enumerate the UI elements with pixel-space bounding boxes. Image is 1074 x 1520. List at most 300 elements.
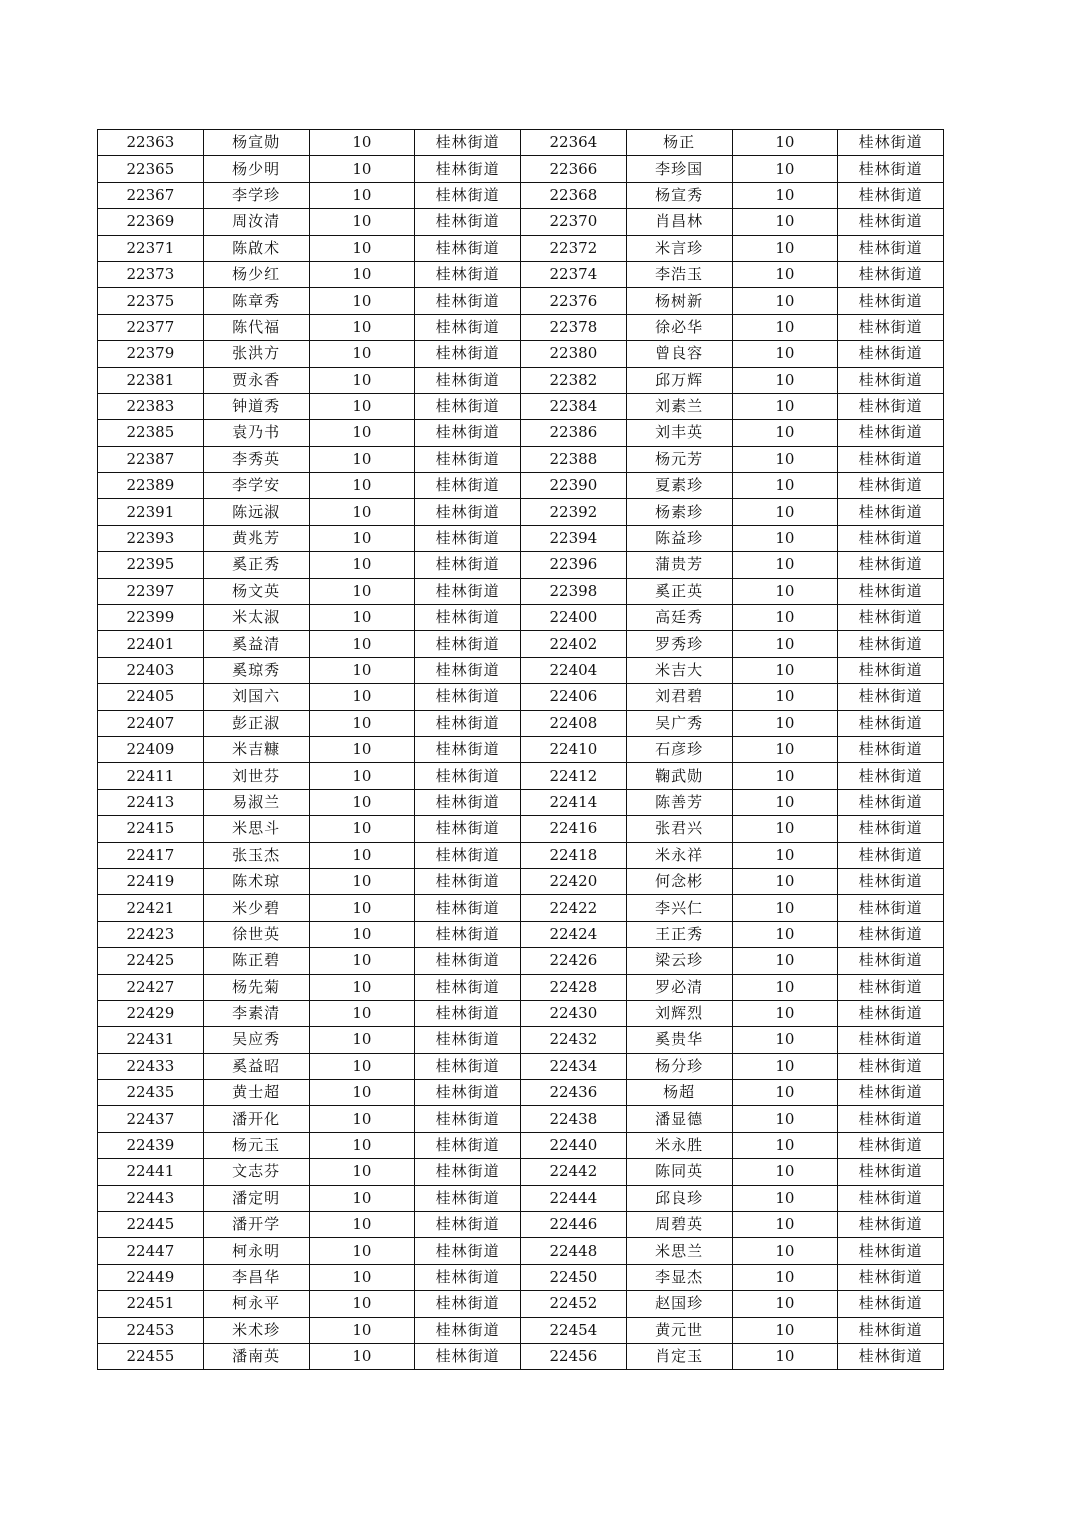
record-number-cell: 22423 xyxy=(98,921,204,947)
person-name-cell: 刘国六 xyxy=(203,684,309,710)
person-name-cell: 罗秀珍 xyxy=(626,631,732,657)
street-cell: 桂林街道 xyxy=(415,288,521,314)
table-row xyxy=(98,1106,944,1132)
record-number-cell: 22418 xyxy=(521,842,627,868)
record-number-cell: 22393 xyxy=(98,525,204,551)
amount-cell: 10 xyxy=(309,921,415,947)
record-number-cell: 22415 xyxy=(98,816,204,842)
person-name-cell: 杨文英 xyxy=(203,578,309,604)
amount-cell: 10 xyxy=(732,367,838,393)
record-number-cell: 22391 xyxy=(98,499,204,525)
street-cell: 桂林街道 xyxy=(415,446,521,472)
record-number-cell: 22371 xyxy=(98,235,204,261)
amount-cell: 10 xyxy=(309,578,415,604)
street-cell: 桂林街道 xyxy=(838,631,944,657)
street-cell: 桂林街道 xyxy=(838,525,944,551)
amount-cell: 10 xyxy=(309,631,415,657)
street-cell: 桂林街道 xyxy=(415,842,521,868)
person-name-cell: 柯永平 xyxy=(203,1291,309,1317)
street-cell: 桂林街道 xyxy=(415,868,521,894)
record-number-cell: 22377 xyxy=(98,314,204,340)
person-name-cell: 高廷秀 xyxy=(626,605,732,631)
amount-cell: 10 xyxy=(309,1000,415,1026)
amount-cell: 10 xyxy=(309,1317,415,1343)
person-name-cell: 陈章秀 xyxy=(203,288,309,314)
record-number-cell: 22444 xyxy=(521,1185,627,1211)
street-cell: 桂林街道 xyxy=(415,525,521,551)
amount-cell: 10 xyxy=(732,314,838,340)
person-name-cell: 杨少红 xyxy=(203,261,309,287)
record-number-cell: 22417 xyxy=(98,842,204,868)
amount-cell: 10 xyxy=(732,578,838,604)
record-number-cell: 22428 xyxy=(521,974,627,1000)
street-cell: 桂林街道 xyxy=(415,499,521,525)
person-name-cell: 李兴仁 xyxy=(626,895,732,921)
record-number-cell: 22437 xyxy=(98,1106,204,1132)
street-cell: 桂林街道 xyxy=(838,789,944,815)
person-name-cell: 徐世英 xyxy=(203,921,309,947)
person-name-cell: 米永胜 xyxy=(626,1132,732,1158)
person-name-cell: 肖昌林 xyxy=(626,209,732,235)
table-row xyxy=(98,525,944,551)
amount-cell: 10 xyxy=(309,341,415,367)
person-name-cell: 杨正 xyxy=(626,130,732,156)
street-cell: 桂林街道 xyxy=(415,393,521,419)
person-name-cell: 吴广秀 xyxy=(626,710,732,736)
table-row xyxy=(98,1027,944,1053)
person-name-cell: 罗必清 xyxy=(626,974,732,1000)
record-number-cell: 22369 xyxy=(98,209,204,235)
table-row xyxy=(98,341,944,367)
amount-cell: 10 xyxy=(309,288,415,314)
amount-cell: 10 xyxy=(309,974,415,1000)
person-name-cell: 陈远淑 xyxy=(203,499,309,525)
person-name-cell: 蒲贵芳 xyxy=(626,552,732,578)
person-name-cell: 彭正淑 xyxy=(203,710,309,736)
table-row xyxy=(98,1291,944,1317)
street-cell: 桂林街道 xyxy=(415,130,521,156)
record-number-cell: 22409 xyxy=(98,736,204,762)
street-cell: 桂林街道 xyxy=(415,1159,521,1185)
table-row xyxy=(98,1053,944,1079)
record-number-cell: 22378 xyxy=(521,314,627,340)
amount-cell: 10 xyxy=(732,921,838,947)
person-name-cell: 米术珍 xyxy=(203,1317,309,1343)
person-name-cell: 肖定玉 xyxy=(626,1343,732,1369)
amount-cell: 10 xyxy=(732,499,838,525)
amount-cell: 10 xyxy=(732,842,838,868)
street-cell: 桂林街道 xyxy=(415,473,521,499)
street-cell: 桂林街道 xyxy=(415,1343,521,1369)
table-row xyxy=(98,1264,944,1290)
street-cell: 桂林街道 xyxy=(415,1053,521,1079)
record-number-cell: 22442 xyxy=(521,1159,627,1185)
table-row xyxy=(98,631,944,657)
person-name-cell: 周碧英 xyxy=(626,1212,732,1238)
amount-cell: 10 xyxy=(309,1106,415,1132)
amount-cell: 10 xyxy=(732,130,838,156)
person-name-cell: 鞠武勋 xyxy=(626,763,732,789)
person-name-cell: 杨先菊 xyxy=(203,974,309,1000)
street-cell: 桂林街道 xyxy=(838,948,944,974)
record-number-cell: 22398 xyxy=(521,578,627,604)
amount-cell: 10 xyxy=(732,816,838,842)
record-number-cell: 22363 xyxy=(98,130,204,156)
record-number-cell: 22387 xyxy=(98,446,204,472)
amount-cell: 10 xyxy=(732,684,838,710)
table-row xyxy=(98,552,944,578)
amount-cell: 10 xyxy=(732,288,838,314)
amount-cell: 10 xyxy=(732,631,838,657)
record-number-cell: 22414 xyxy=(521,789,627,815)
record-number-cell: 22446 xyxy=(521,1212,627,1238)
person-name-cell: 黄兆芳 xyxy=(203,525,309,551)
amount-cell: 10 xyxy=(732,657,838,683)
record-number-cell: 22413 xyxy=(98,789,204,815)
amount-cell: 10 xyxy=(309,816,415,842)
street-cell: 桂林街道 xyxy=(838,868,944,894)
street-cell: 桂林街道 xyxy=(415,552,521,578)
table-row xyxy=(98,1132,944,1158)
record-number-cell: 22386 xyxy=(521,420,627,446)
table-row xyxy=(98,657,944,683)
amount-cell: 10 xyxy=(309,525,415,551)
street-cell: 桂林街道 xyxy=(415,1238,521,1264)
amount-cell: 10 xyxy=(309,261,415,287)
record-number-cell: 22402 xyxy=(521,631,627,657)
table-row xyxy=(98,473,944,499)
record-number-cell: 22399 xyxy=(98,605,204,631)
person-name-cell: 奚正英 xyxy=(626,578,732,604)
amount-cell: 10 xyxy=(309,948,415,974)
street-cell: 桂林街道 xyxy=(415,314,521,340)
amount-cell: 10 xyxy=(309,1291,415,1317)
person-name-cell: 米思兰 xyxy=(626,1238,732,1264)
person-name-cell: 刘世芬 xyxy=(203,763,309,789)
amount-cell: 10 xyxy=(309,156,415,182)
person-name-cell: 陈正碧 xyxy=(203,948,309,974)
street-cell: 桂林街道 xyxy=(838,921,944,947)
street-cell: 桂林街道 xyxy=(415,156,521,182)
amount-cell: 10 xyxy=(309,1264,415,1290)
record-number-cell: 22455 xyxy=(98,1343,204,1369)
street-cell: 桂林街道 xyxy=(838,288,944,314)
person-name-cell: 陈啟术 xyxy=(203,235,309,261)
record-number-cell: 22397 xyxy=(98,578,204,604)
amount-cell: 10 xyxy=(309,605,415,631)
person-name-cell: 杨元玉 xyxy=(203,1132,309,1158)
person-name-cell: 邱万辉 xyxy=(626,367,732,393)
amount-cell: 10 xyxy=(732,1343,838,1369)
record-number-cell: 22439 xyxy=(98,1132,204,1158)
amount-cell: 10 xyxy=(732,1291,838,1317)
table-row xyxy=(98,816,944,842)
person-name-cell: 潘开化 xyxy=(203,1106,309,1132)
record-number-cell: 22421 xyxy=(98,895,204,921)
table-row xyxy=(98,763,944,789)
street-cell: 桂林街道 xyxy=(415,1264,521,1290)
record-number-cell: 22394 xyxy=(521,525,627,551)
person-name-cell: 陈术琼 xyxy=(203,868,309,894)
record-number-cell: 22388 xyxy=(521,446,627,472)
record-number-cell: 22453 xyxy=(98,1317,204,1343)
person-name-cell: 潘南英 xyxy=(203,1343,309,1369)
street-cell: 桂林街道 xyxy=(415,1132,521,1158)
table-row xyxy=(98,209,944,235)
record-number-cell: 22390 xyxy=(521,473,627,499)
person-name-cell: 张玉杰 xyxy=(203,842,309,868)
street-cell: 桂林街道 xyxy=(838,1027,944,1053)
amount-cell: 10 xyxy=(309,420,415,446)
record-number-cell: 22396 xyxy=(521,552,627,578)
amount-cell: 10 xyxy=(732,209,838,235)
record-number-cell: 22412 xyxy=(521,763,627,789)
record-number-cell: 22443 xyxy=(98,1185,204,1211)
table-row xyxy=(98,974,944,1000)
person-name-cell: 米太淑 xyxy=(203,605,309,631)
amount-cell: 10 xyxy=(309,1132,415,1158)
table-row xyxy=(98,393,944,419)
person-name-cell: 刘君碧 xyxy=(626,684,732,710)
record-number-cell: 22432 xyxy=(521,1027,627,1053)
amount-cell: 10 xyxy=(732,1132,838,1158)
record-number-cell: 22385 xyxy=(98,420,204,446)
street-cell: 桂林街道 xyxy=(838,446,944,472)
table-row xyxy=(98,1159,944,1185)
person-name-cell: 李昌华 xyxy=(203,1264,309,1290)
street-cell: 桂林街道 xyxy=(415,1000,521,1026)
amount-cell: 10 xyxy=(309,1343,415,1369)
record-number-cell: 22447 xyxy=(98,1238,204,1264)
person-name-cell: 杨素珍 xyxy=(626,499,732,525)
person-name-cell: 贾永香 xyxy=(203,367,309,393)
amount-cell: 10 xyxy=(309,235,415,261)
street-cell: 桂林街道 xyxy=(415,710,521,736)
street-cell: 桂林街道 xyxy=(415,736,521,762)
street-cell: 桂林街道 xyxy=(838,420,944,446)
street-cell: 桂林街道 xyxy=(415,789,521,815)
street-cell: 桂林街道 xyxy=(838,895,944,921)
street-cell: 桂林街道 xyxy=(415,1291,521,1317)
amount-cell: 10 xyxy=(732,789,838,815)
record-number-cell: 22449 xyxy=(98,1264,204,1290)
amount-cell: 10 xyxy=(309,1053,415,1079)
person-name-cell: 杨元芳 xyxy=(626,446,732,472)
record-number-cell: 22454 xyxy=(521,1317,627,1343)
person-name-cell: 刘辉烈 xyxy=(626,1000,732,1026)
street-cell: 桂林街道 xyxy=(838,1317,944,1343)
person-name-cell: 杨少明 xyxy=(203,156,309,182)
person-name-cell: 杨分珍 xyxy=(626,1053,732,1079)
table-row xyxy=(98,130,944,156)
amount-cell: 10 xyxy=(309,736,415,762)
street-cell: 桂林街道 xyxy=(838,209,944,235)
street-cell: 桂林街道 xyxy=(838,578,944,604)
street-cell: 桂林街道 xyxy=(838,1185,944,1211)
table-row xyxy=(98,1238,944,1264)
person-name-cell: 潘显德 xyxy=(626,1106,732,1132)
street-cell: 桂林街道 xyxy=(838,1053,944,1079)
amount-cell: 10 xyxy=(309,499,415,525)
amount-cell: 10 xyxy=(309,710,415,736)
record-number-cell: 22435 xyxy=(98,1080,204,1106)
amount-cell: 10 xyxy=(309,1080,415,1106)
street-cell: 桂林街道 xyxy=(415,605,521,631)
amount-cell: 10 xyxy=(732,1264,838,1290)
person-name-cell: 米吉大 xyxy=(626,657,732,683)
record-number-cell: 22392 xyxy=(521,499,627,525)
person-name-cell: 米思斗 xyxy=(203,816,309,842)
table-row xyxy=(98,895,944,921)
amount-cell: 10 xyxy=(732,552,838,578)
table-row xyxy=(98,736,944,762)
table-row xyxy=(98,182,944,208)
amount-cell: 10 xyxy=(732,446,838,472)
street-cell: 桂林街道 xyxy=(838,1212,944,1238)
street-cell: 桂林街道 xyxy=(838,261,944,287)
table-row xyxy=(98,420,944,446)
record-number-cell: 22401 xyxy=(98,631,204,657)
amount-cell: 10 xyxy=(732,1106,838,1132)
record-number-cell: 22383 xyxy=(98,393,204,419)
amount-cell: 10 xyxy=(732,1185,838,1211)
person-name-cell: 李浩玉 xyxy=(626,261,732,287)
street-cell: 桂林街道 xyxy=(415,816,521,842)
record-number-cell: 22426 xyxy=(521,948,627,974)
record-number-cell: 22364 xyxy=(521,130,627,156)
street-cell: 桂林街道 xyxy=(838,657,944,683)
record-number-cell: 22419 xyxy=(98,868,204,894)
street-cell: 桂林街道 xyxy=(415,1185,521,1211)
person-name-cell: 梁云珍 xyxy=(626,948,732,974)
table-row xyxy=(98,1317,944,1343)
street-cell: 桂林街道 xyxy=(838,842,944,868)
table-row xyxy=(98,948,944,974)
street-cell: 桂林街道 xyxy=(838,1343,944,1369)
table-row xyxy=(98,1343,944,1369)
street-cell: 桂林街道 xyxy=(838,1000,944,1026)
record-number-cell: 22408 xyxy=(521,710,627,736)
person-name-cell: 李珍国 xyxy=(626,156,732,182)
street-cell: 桂林街道 xyxy=(415,341,521,367)
person-name-cell: 夏素珍 xyxy=(626,473,732,499)
record-number-cell: 22381 xyxy=(98,367,204,393)
amount-cell: 10 xyxy=(309,842,415,868)
amount-cell: 10 xyxy=(732,1317,838,1343)
table-row xyxy=(98,314,944,340)
street-cell: 桂林街道 xyxy=(838,1132,944,1158)
street-cell: 桂林街道 xyxy=(838,605,944,631)
record-number-cell: 22407 xyxy=(98,710,204,736)
street-cell: 桂林街道 xyxy=(415,182,521,208)
record-number-cell: 22438 xyxy=(521,1106,627,1132)
street-cell: 桂林街道 xyxy=(838,763,944,789)
record-number-cell: 22411 xyxy=(98,763,204,789)
record-number-cell: 22410 xyxy=(521,736,627,762)
amount-cell: 10 xyxy=(309,1185,415,1211)
record-number-cell: 22372 xyxy=(521,235,627,261)
person-name-cell: 黄士超 xyxy=(203,1080,309,1106)
street-cell: 桂林街道 xyxy=(415,261,521,287)
record-number-cell: 22429 xyxy=(98,1000,204,1026)
street-cell: 桂林街道 xyxy=(838,182,944,208)
record-number-cell: 22403 xyxy=(98,657,204,683)
person-name-cell: 潘开学 xyxy=(203,1212,309,1238)
street-cell: 桂林街道 xyxy=(838,1159,944,1185)
record-number-cell: 22367 xyxy=(98,182,204,208)
record-number-cell: 22434 xyxy=(521,1053,627,1079)
roster-table xyxy=(97,129,944,1370)
amount-cell: 10 xyxy=(732,1053,838,1079)
amount-cell: 10 xyxy=(309,393,415,419)
amount-cell: 10 xyxy=(732,182,838,208)
amount-cell: 10 xyxy=(309,657,415,683)
person-name-cell: 袁乃书 xyxy=(203,420,309,446)
street-cell: 桂林街道 xyxy=(415,921,521,947)
table-row xyxy=(98,1080,944,1106)
table-row xyxy=(98,261,944,287)
record-number-cell: 22452 xyxy=(521,1291,627,1317)
person-name-cell: 米少碧 xyxy=(203,895,309,921)
record-number-cell: 22425 xyxy=(98,948,204,974)
amount-cell: 10 xyxy=(732,261,838,287)
record-number-cell: 22389 xyxy=(98,473,204,499)
street-cell: 桂林街道 xyxy=(415,1106,521,1132)
street-cell: 桂林街道 xyxy=(838,816,944,842)
amount-cell: 10 xyxy=(732,948,838,974)
roster-table-body xyxy=(98,130,944,1370)
street-cell: 桂林街道 xyxy=(838,130,944,156)
record-number-cell: 22440 xyxy=(521,1132,627,1158)
amount-cell: 10 xyxy=(732,710,838,736)
record-number-cell: 22373 xyxy=(98,261,204,287)
street-cell: 桂林街道 xyxy=(415,763,521,789)
amount-cell: 10 xyxy=(309,763,415,789)
person-name-cell: 米吉糠 xyxy=(203,736,309,762)
street-cell: 桂林街道 xyxy=(838,499,944,525)
street-cell: 桂林街道 xyxy=(415,1080,521,1106)
record-number-cell: 22380 xyxy=(521,341,627,367)
street-cell: 桂林街道 xyxy=(415,657,521,683)
table-row xyxy=(98,578,944,604)
record-number-cell: 22416 xyxy=(521,816,627,842)
amount-cell: 10 xyxy=(309,1027,415,1053)
amount-cell: 10 xyxy=(309,367,415,393)
amount-cell: 10 xyxy=(732,393,838,419)
person-name-cell: 奚贵华 xyxy=(626,1027,732,1053)
record-number-cell: 22420 xyxy=(521,868,627,894)
street-cell: 桂林街道 xyxy=(415,974,521,1000)
person-name-cell: 刘素兰 xyxy=(626,393,732,419)
street-cell: 桂林街道 xyxy=(415,209,521,235)
person-name-cell: 文志芬 xyxy=(203,1159,309,1185)
record-number-cell: 22422 xyxy=(521,895,627,921)
record-number-cell: 22376 xyxy=(521,288,627,314)
record-number-cell: 22370 xyxy=(521,209,627,235)
street-cell: 桂林街道 xyxy=(838,341,944,367)
street-cell: 桂林街道 xyxy=(415,367,521,393)
table-row xyxy=(98,499,944,525)
record-number-cell: 22448 xyxy=(521,1238,627,1264)
amount-cell: 10 xyxy=(732,1000,838,1026)
street-cell: 桂林街道 xyxy=(838,1106,944,1132)
person-name-cell: 陈同英 xyxy=(626,1159,732,1185)
person-name-cell: 奚益清 xyxy=(203,631,309,657)
record-number-cell: 22404 xyxy=(521,657,627,683)
record-number-cell: 22431 xyxy=(98,1027,204,1053)
street-cell: 桂林街道 xyxy=(838,235,944,261)
amount-cell: 10 xyxy=(732,895,838,921)
